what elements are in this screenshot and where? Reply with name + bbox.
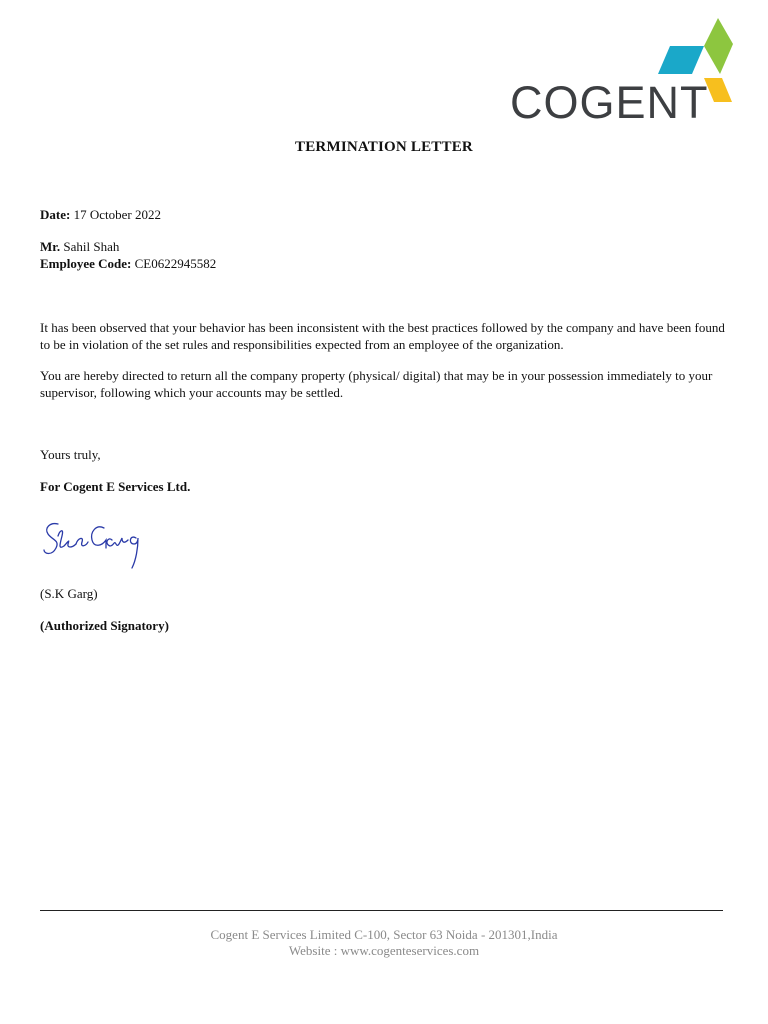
signatory-title: (Authorized Signatory) — [40, 618, 169, 633]
recipient-name-line — [40, 239, 119, 255]
date-label: Date: — [40, 207, 71, 222]
date-value: 17 October 2022 — [73, 207, 161, 222]
footer-website: Website : www.cogenteservices.com — [288, 943, 480, 958]
employee-code-line — [40, 256, 216, 272]
letter-title: TERMINATION LETTER — [295, 139, 473, 155]
handwritten-signature — [40, 514, 150, 572]
employee-code-value: CE0622945582 — [134, 256, 217, 271]
footer-address: Cogent E Services Limited C-100, Sector 63 Noida - 201301,India — [210, 927, 558, 942]
body-paragraph-1: It has been observed that your behavior has been inconsistent with the best practices followed by the company and have been found to be in violation of the set rules and responsibilities expected from an employee of the organization. — [40, 320, 725, 352]
signatory-name: (S.K Garg) — [40, 586, 98, 601]
footer-divider — [40, 910, 723, 911]
company-logo — [508, 14, 738, 126]
date-line — [40, 207, 161, 223]
company-wordmark: COGENT — [510, 77, 709, 128]
for-company: For Cogent E Services Ltd. — [40, 479, 191, 494]
closing: Yours truly, — [40, 447, 101, 462]
employee-name: Sahil Shah — [63, 239, 120, 254]
employee-code-label: Employee Code: — [40, 256, 132, 271]
salutation-label: Mr. — [40, 239, 61, 254]
body-paragraph-2: You are hereby directed to return all the company property (physical/ digital) that may be in your possession immediately to your supervisor, following which your accounts may be settled. — [40, 368, 713, 400]
